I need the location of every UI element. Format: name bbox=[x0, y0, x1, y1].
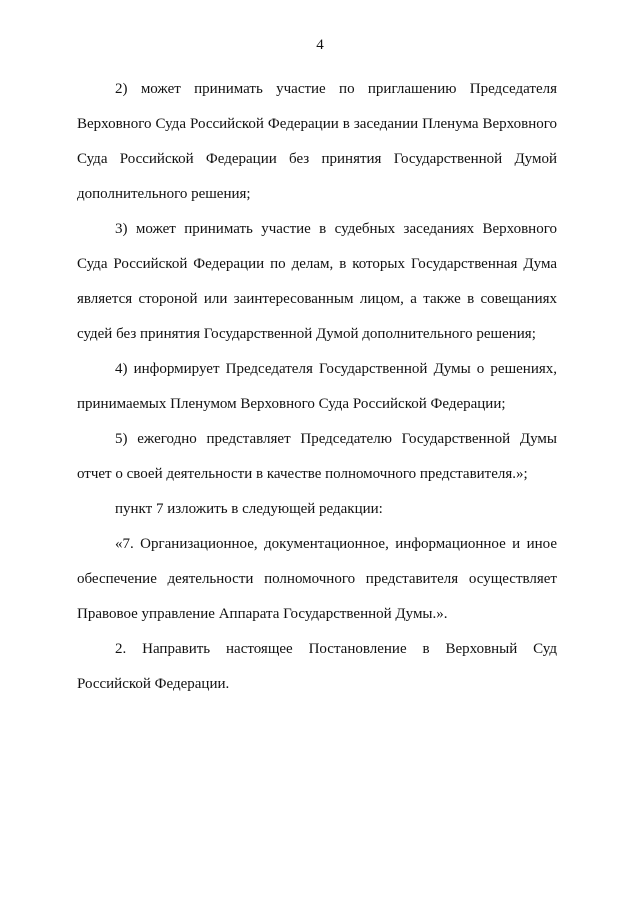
paragraph-resolution-2: 2. Направить настоящее Постановление в Верховный Суд Российской Федерации. bbox=[77, 641, 557, 692]
paragraph-point-7-instruction: пункт 7 изложить в следующей редакции: bbox=[115, 501, 383, 517]
page-number: 4 bbox=[316, 37, 324, 53]
paragraph-item-3: 3) может принимать участие в судебных заседаниях Верховного Суда Российской Федерации по делам, в которых Государственная Дума является стороной или заинтересованным лицом, а также в совещаниях судей без принятия Государственной Думой дополнительного решения; bbox=[77, 221, 557, 342]
paragraph-item-5: 5) ежегодно представляет Председателю Государственной Думы отчет о своей деятельности в качестве полномочного представителя.»; bbox=[77, 431, 557, 482]
document-body bbox=[77, 72, 557, 702]
paragraph-point-7-text: «7. Организационное, документационное, информационное и иное обеспечение деятельности полномочного представителя осуществляет Правовое управление Аппарата Государственной Думы.». bbox=[77, 536, 557, 622]
paragraph-item-2: 2) может принимать участие по приглашению Председателя Верховного Суда Российской Федерации в заседании Пленума Верховного Суда Российской Федерации без принятия Государственной Думой дополнительного решения; bbox=[77, 81, 557, 202]
paragraph-item-4: 4) информирует Председателя Государственной Думы о решениях, принимаемых Пленумом Верховного Суда Российской Федерации; bbox=[77, 361, 557, 412]
